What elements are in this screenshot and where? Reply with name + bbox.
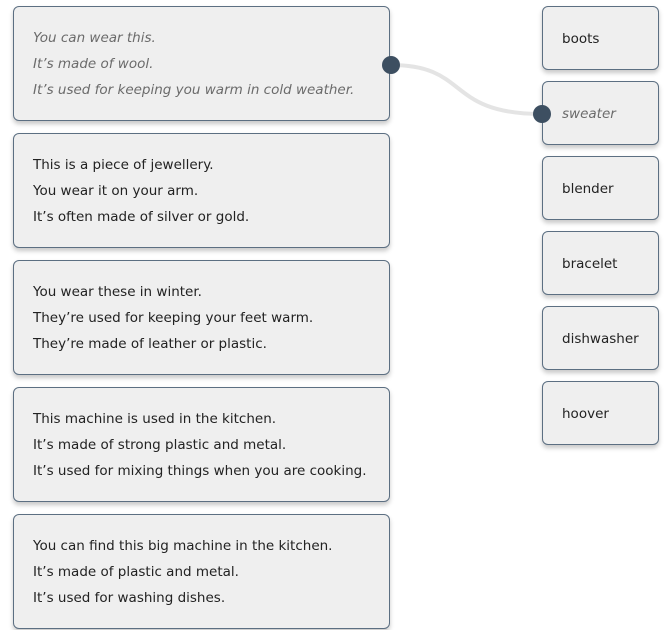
clue-line: This machine is used in the kitchen. (33, 411, 277, 427)
clue-line: You wear it on your arm. (33, 183, 199, 199)
clue-card-dishwasher[interactable] (13, 514, 390, 629)
clue-card-blender[interactable] (13, 387, 390, 502)
match-connector-line (391, 65, 542, 114)
clue-line: This is a piece of jewellery. (33, 157, 214, 173)
clue-line: It’s made of strong plastic and metal. (33, 437, 287, 453)
clue-line: You can wear this. (33, 30, 156, 46)
word-card-dishwasher[interactable]: dishwasher (542, 306, 659, 370)
clue-line: It’s made of wool. (33, 56, 154, 72)
clue-line: You can find this big machine in the kitchen. (33, 538, 333, 554)
clue-card-bracelet[interactable] (13, 133, 390, 248)
word-card-hoover[interactable]: hoover (542, 381, 659, 445)
clue-line: You wear these in winter. (33, 284, 202, 300)
word-card-blender[interactable]: blender (542, 156, 659, 220)
clue-line: It’s often made of silver or gold. (33, 209, 250, 225)
clue-line: They’re made of leather or plastic. (33, 336, 267, 352)
word-card-sweater[interactable]: sweater (542, 81, 659, 145)
word-card-boots[interactable]: boots (542, 6, 659, 70)
clue-line: It’s used for keeping you warm in cold weather. (33, 82, 355, 98)
clue-card-sweater[interactable] (13, 6, 390, 121)
clue-line: It’s used for washing dishes. (33, 590, 226, 606)
clue-card-boots[interactable] (13, 260, 390, 375)
word-card-bracelet[interactable]: bracelet (542, 231, 659, 295)
clue-line: It’s made of plastic and metal. (33, 564, 239, 580)
clue-line: It’s used for mixing things when you are cooking. (33, 463, 367, 479)
clue-line: They’re used for keeping your feet warm. (33, 310, 314, 326)
